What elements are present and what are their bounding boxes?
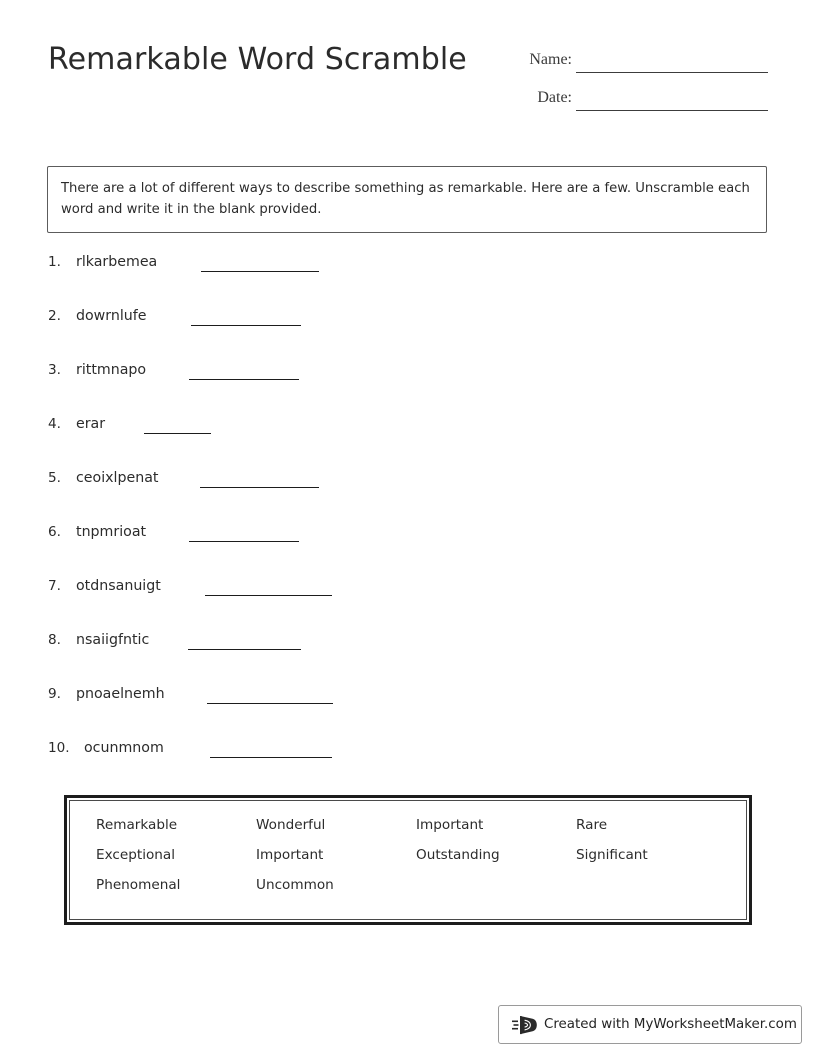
scramble-item-word: nsaiigfntic	[76, 632, 150, 648]
scramble-answer-blank[interactable]	[188, 649, 301, 650]
scramble-item	[48, 414, 548, 468]
scramble-item-number: 6.	[48, 524, 61, 540]
scramble-item-word: rittmnapo	[76, 362, 147, 378]
scramble-item-word: ceoixlpenat	[76, 470, 159, 486]
scramble-item-number: 5.	[48, 470, 61, 486]
scramble-item-word: rlkarbemea	[76, 254, 158, 270]
scramble-item	[48, 306, 548, 360]
instructions-text: There are a lot of different ways to describe something as remarkable. Here are a few. Unscramble each word and write it in the blank provided.	[61, 181, 750, 217]
word-bank-word: Important	[256, 847, 324, 863]
word-bank-word: Exceptional	[96, 847, 176, 863]
scramble-answer-blank[interactable]	[200, 487, 319, 488]
scramble-item	[48, 360, 548, 414]
scramble-item	[48, 468, 548, 522]
scramble-item	[48, 738, 548, 792]
scramble-item-word: tnpmrioat	[76, 524, 147, 540]
word-bank-word: Rare	[576, 817, 608, 833]
scramble-item	[48, 684, 548, 738]
word-bank-word: Outstanding	[416, 847, 500, 863]
date-label: Date:	[537, 89, 572, 106]
scramble-item-number: 7.	[48, 578, 61, 594]
scramble-item-number: 1.	[48, 254, 61, 270]
scramble-item-number: 8.	[48, 632, 61, 648]
date-row	[512, 86, 768, 124]
scramble-item-word: dowrnlufe	[76, 308, 147, 324]
scramble-item	[48, 522, 548, 576]
word-bank-word: Wonderful	[256, 817, 326, 833]
scramble-item-word: ocunmnom	[84, 740, 164, 756]
scramble-item	[48, 630, 548, 684]
word-bank-row	[70, 844, 746, 874]
name-row	[512, 48, 768, 86]
word-bank-word: Uncommon	[256, 877, 334, 893]
scramble-answer-blank[interactable]	[189, 541, 299, 542]
scramble-answer-blank[interactable]	[210, 757, 332, 758]
word-bank-word: Significant	[576, 847, 648, 863]
scramble-item-word: otdnsanuigt	[76, 578, 161, 594]
worksheet-maker-logo-icon	[512, 1014, 538, 1036]
word-bank-word: Phenomenal	[96, 877, 181, 893]
scramble-item-word: pnoaelnemh	[76, 686, 165, 702]
scramble-answer-blank[interactable]	[205, 595, 332, 596]
word-bank-word: Important	[416, 817, 484, 833]
scramble-item-number: 2.	[48, 308, 61, 324]
scramble-item	[48, 576, 548, 630]
scramble-answer-blank[interactable]	[191, 325, 301, 326]
scramble-item-number: 4.	[48, 416, 61, 432]
date-input-line[interactable]	[576, 110, 768, 111]
scramble-answer-blank[interactable]	[144, 433, 211, 434]
page-title: Remarkable Word Scramble	[48, 42, 467, 77]
scramble-item-word: erar	[76, 416, 106, 432]
name-label: Name:	[529, 51, 572, 68]
word-bank	[64, 795, 752, 925]
scramble-answer-blank[interactable]	[207, 703, 333, 704]
footer-badge[interactable]	[498, 1005, 802, 1044]
name-date-block	[512, 48, 768, 124]
scramble-answer-blank[interactable]	[189, 379, 299, 380]
scramble-list	[48, 252, 548, 792]
scramble-item-number: 10.	[48, 740, 70, 756]
word-bank-row	[70, 874, 746, 904]
scramble-item-number: 9.	[48, 686, 61, 702]
scramble-answer-blank[interactable]	[201, 271, 319, 272]
name-input-line[interactable]	[576, 72, 768, 73]
word-bank-word: Remarkable	[96, 817, 178, 833]
worksheet-header	[48, 40, 768, 132]
word-bank-inner	[69, 800, 747, 920]
instructions-box	[47, 166, 767, 233]
footer-badge-text: Created with MyWorksheetMaker.com	[544, 1016, 797, 1032]
scramble-item	[48, 252, 548, 306]
word-bank-row	[70, 814, 746, 844]
scramble-item-number: 3.	[48, 362, 61, 378]
